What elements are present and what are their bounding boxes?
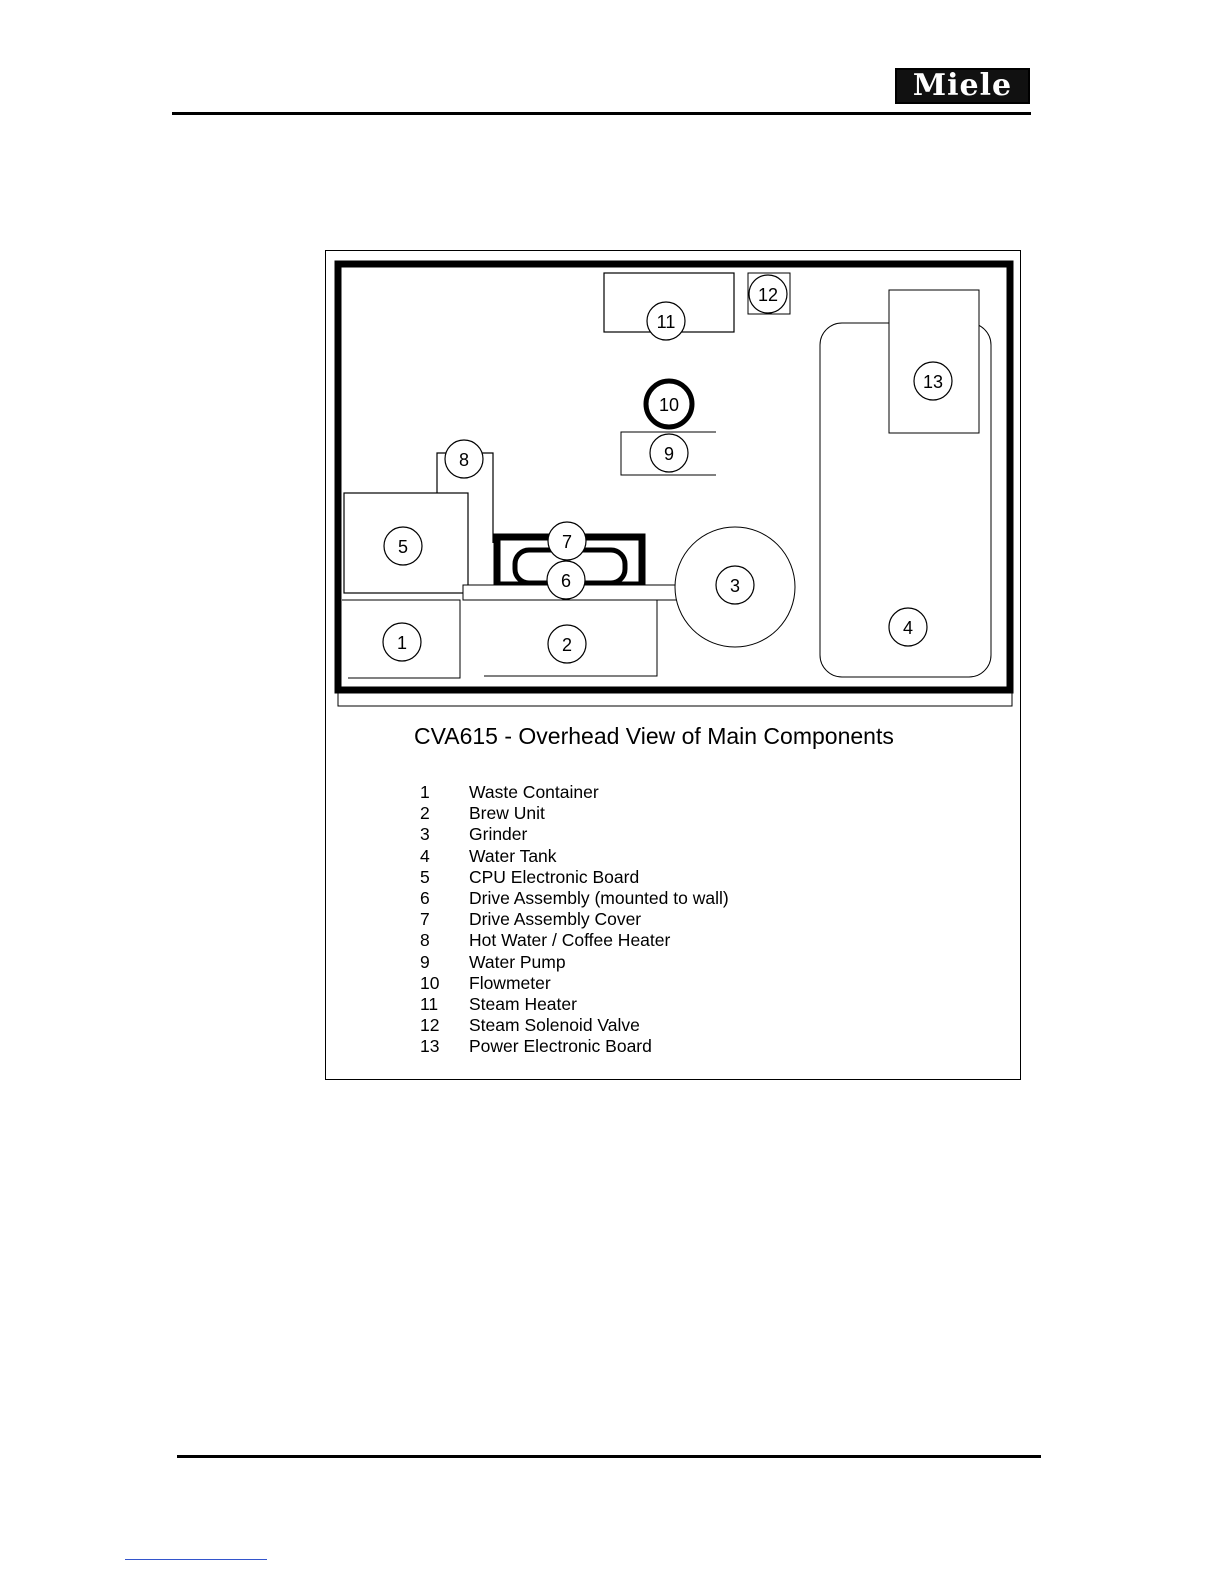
legend-item [420,782,980,803]
legend-number: 9 [420,951,430,972]
legend-item [420,803,980,824]
legend-label: Waste Container [469,782,599,803]
figure-caption: CVA615 - Overhead View of Main Components [414,723,894,749]
callout-3 [716,566,754,604]
legend-item [420,824,980,845]
legend-item [420,909,980,930]
callout-6-text: 6 [560,571,572,591]
legend-item [420,1015,980,1036]
legend-label: Steam Solenoid Valve [469,1015,640,1036]
callout-2-text: 2 [561,635,573,655]
legend-label: Steam Heater [469,993,577,1014]
legend-number: 8 [420,930,430,951]
legend-label: Brew Unit [469,803,545,824]
legend-number: 6 [420,888,430,909]
callout-11 [647,302,685,340]
legend-label: Power Electronic Board [469,1036,652,1057]
legend-item [420,846,980,867]
legend-number: 1 [420,782,430,803]
callout-1 [383,623,421,661]
legend-number: 5 [420,866,430,887]
callout-10 [659,395,679,415]
overhead-diagram [326,251,1022,716]
callout-2 [548,625,586,663]
callout-9 [650,434,688,472]
legend-item [420,930,980,951]
callout-11-text: 11 [656,312,676,332]
callout-8 [445,440,483,478]
callout-4-text: 4 [902,618,914,638]
callout-3-text: 3 [729,576,741,596]
header-rule [172,112,1031,115]
legend-item [420,973,980,994]
footer-rule [177,1455,1041,1458]
legend-number: 4 [420,845,430,866]
legend-number: 12 [420,1015,440,1036]
legend-item [420,867,980,888]
legend-label: Flowmeter [469,972,551,993]
callout-4 [889,608,927,646]
legend-label: Drive Assembly Cover [469,909,642,930]
callout-7 [548,522,586,560]
callout-6 [547,561,585,599]
legend-number: 3 [420,824,430,845]
legend-number: 10 [420,972,440,993]
legend-item [420,1036,980,1057]
legend-item [420,888,980,909]
callout-10-text: 10 [658,395,680,415]
legend-label: Drive Assembly (mounted to wall) [469,888,729,909]
legend-item [420,952,980,973]
callout-13 [914,362,952,400]
legend-item [420,994,980,1015]
callout-5 [384,527,422,565]
legend-label: CPU Electronic Board [469,866,640,887]
logo-text: Miele [912,68,1013,103]
legend-number: 11 [420,993,439,1014]
legend-number: 13 [420,1036,440,1057]
legend-number: 7 [420,909,430,930]
miele-logo [895,68,1030,104]
legend-label: Hot Water / Coffee Heater [469,930,671,951]
footnote-rule [125,1559,267,1560]
callout-13-text: 13 [922,372,944,392]
callout-12 [749,275,787,313]
legend-number: 2 [420,803,430,824]
components-figure [325,250,1021,1080]
callout-12-text: 12 [757,285,779,305]
component-legend [420,782,980,1057]
legend-label: Water Tank [469,845,557,866]
legend-label: Water Pump [469,951,566,972]
callout-9-text: 9 [663,444,675,464]
callout-1-text: 1 [396,633,408,653]
callout-8-text: 8 [458,450,470,470]
legend-label: Grinder [469,824,528,845]
callout-7-text: 7 [561,532,573,552]
callout-5-text: 5 [397,537,409,557]
